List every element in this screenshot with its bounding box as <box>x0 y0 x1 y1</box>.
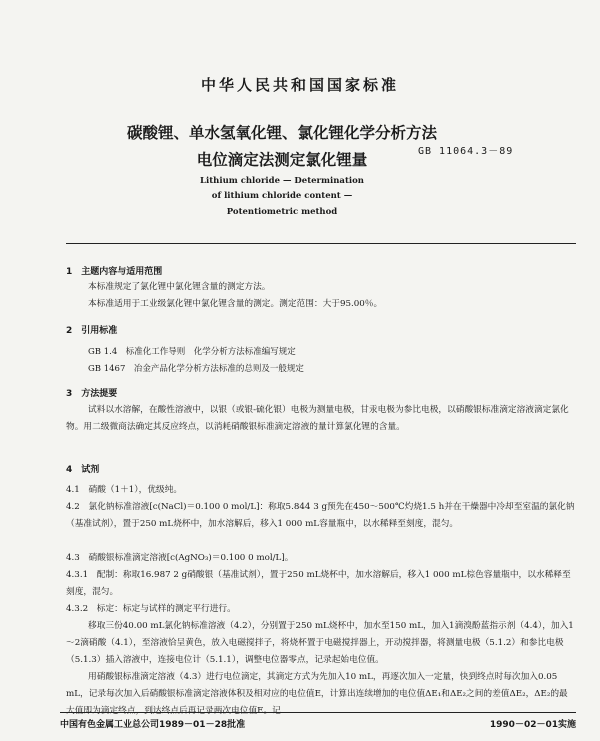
section-3-title: 3 方法提要 <box>66 389 118 399</box>
reagent-4-1: 4.1 硝酸（1＋1），优级纯。 <box>66 485 183 495</box>
implementation-date: 1990－02－01实施 <box>489 720 576 730</box>
section-4-title: 4 试剂 <box>66 465 100 475</box>
reference-gb-1-4: GB 1.4 标准化工作导则 化学分析方法标准编写规定 <box>88 347 296 357</box>
section-1-para-2: 本标准适用于工业级氯化锂中氯化锂含量的测定。测定范围：大于95.00％。 <box>88 299 383 309</box>
standard-number: GB 11064.3－89 <box>418 146 514 157</box>
reagent-4-3-1: 4.3.1 配制：称取16.987 2 g硝酸银（基准试剂），置于250 mL烧杯中，加水溶解后，移入1 000 mL棕色容量瓶中，以水稀释至刻度，混匀。 <box>66 570 571 597</box>
section-2-title: 2 引用标准 <box>66 326 118 336</box>
english-title-line-3: Potentiometric method <box>226 207 338 217</box>
reagent-4-3: 4.3 硝酸银标准滴定溶液[c(AgNO₃)＝0.100 0 mol/L]。 <box>66 553 294 563</box>
calibration-para-a: 移取三份40.00 mL氯化钠标准溶液（4.2），分别置于250 mL烧杯中，加水至150 mL，加入1滴溴酚蓝指示剂（4.4），加入1～2滴硝酸（4.1），至溶液恰呈黄色，放入电磁搅拌子，将烧杯置于电磁搅拌器上，开动搅拌器，将测量电极（5.1.2）和参比电极（5.1.3）插入溶液中，连接电位计（5.1.1），调整电位器零点，记录起始电位值。 <box>66 621 574 665</box>
standard-header: 中华人民共和国国家标准 <box>200 76 399 94</box>
english-title-line-1: Lithium chloride — Determination <box>200 176 364 186</box>
section-3-para: 试料以水溶解，在酸性溶液中，以银（或银-硫化银）电极为测量电极，甘汞电极为参比电极，以硝酸银标准滴定溶液滴定氯化物。用二级微商法确定其反应终点，以消耗硝酸银标准滴定溶液的量计算氯化锂的含量。 <box>66 405 569 432</box>
reagent-4-3-2: 4.3.2 标定：标定与试样的测定平行进行。 <box>66 604 236 614</box>
approval-date: 中国有色金属工业总公司1989－01－28批准 <box>60 720 246 730</box>
title-line-1: 碳酸锂、单水氢氧化锂、氯化锂化学分析方法 <box>126 124 437 142</box>
english-title-line-2: of lithium chloride content — <box>211 191 353 201</box>
reagent-4-2: 4.2 氯化钠标准溶液[c(NaCl)＝0.100 0 mol/L]：称取5.844 3 g预先在450～500℃灼烧1.5 h并在干燥器中冷却至室温的氯化钠（基准试剂），置于250 mL烧杯中，加水溶解后，移入1 000 mL容量瓶中，以水稀释至刻度，混匀。 <box>66 502 575 529</box>
title-line-2: 电位滴定法测定氯化锂量 <box>196 151 368 169</box>
section-1-title: 1 主题内容与适用范围 <box>66 267 163 277</box>
divider <box>66 243 576 244</box>
footer-divider <box>60 712 576 713</box>
section-1-para-1: 本标准规定了氯化锂中氯化锂含量的测定方法。 <box>88 282 271 292</box>
reference-gb-1467: GB 1467 冶金产品化学分析方法标准的总则及一般规定 <box>88 364 304 374</box>
calibration-para-b: 用硝酸银标准滴定溶液（4.3）进行电位滴定，其滴定方式为先加入10 mL，再逐次加入一定量，快到终点时每次加入0.05 mL，记录每次加入后硝酸银标准滴定溶液体积及相对应的电位值E，计算出连续增加的电位值ΔE₁和ΔE₂之间的差值ΔE₂，ΔE₂的最大值即为滴定终点，到达终点后再记录两次电位值E。记 <box>66 672 568 716</box>
